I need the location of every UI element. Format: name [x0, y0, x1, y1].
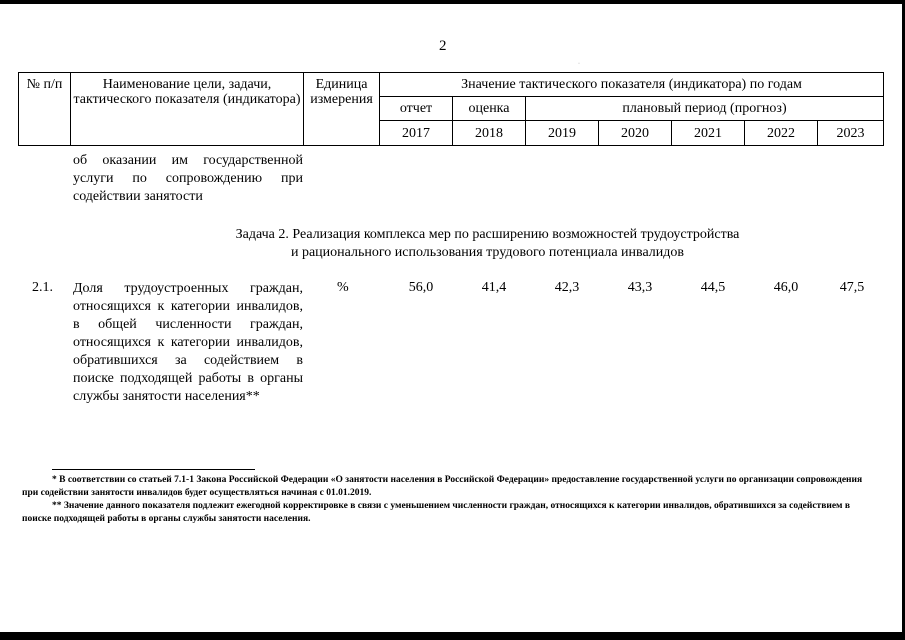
header-plan-cell: плановый период (прогноз) [526, 97, 884, 121]
year-cell: 2018 [453, 121, 526, 146]
scan-speck: · [578, 61, 580, 67]
header-report-cell: отчет [380, 97, 453, 121]
row-value-2020: 43,3 [627, 280, 653, 295]
footnote-1: * В соответствии со статьей 7.1-1 Закона Российской Федерации «О занятости населения в Российской Федерации» предоставление государственной услуги по организации сопровождения при содействии занятости инвалидов будет осуществляться начиная с 01.01.2019. [22, 475, 863, 498]
year-cell: 2017 [380, 121, 453, 146]
scan-border-bottom [0, 632, 905, 640]
footnote-2: ** Значение данного показателя подлежит ежегодной корректировке в связи с уменьшением численности граждан, относящихся к категории инвалидов, обратившихся за содействием в поиске подходящей работы в органы службы занятости населения. [22, 501, 851, 524]
indicator-table-header [18, 72, 884, 146]
row-indicator-name: Доля трудоустроенных граждан, относящихся к категории инвалидов, в общей численности граждан, относящихся к категории инвалидов, обратившихся за содействием в поиске подходящей работы в органы службы занятости населения** [73, 281, 303, 404]
scan-border-top [0, 0, 905, 4]
footnote-separator [52, 469, 255, 470]
header-name-cell: Наименование цели, задачи, тактического показателя (индикатора) [71, 73, 304, 146]
row-value-2017: 56,0 [408, 280, 434, 295]
row-value-2019: 42,3 [554, 280, 580, 295]
year-cell: 2023 [818, 121, 884, 146]
row-value-2021: 44,5 [700, 280, 726, 295]
row-value-2018: 41,4 [481, 280, 507, 295]
year-cell: 2020 [599, 121, 672, 146]
row-number: 2.1. [32, 280, 53, 295]
year-cell: 2022 [745, 121, 818, 146]
task-heading-line2: и рационального использования трудового потенциала инвалидов [290, 245, 685, 260]
header-number-cell: № п/п [19, 73, 71, 146]
row-value-2022: 46,0 [773, 280, 799, 295]
year-cell: 2019 [526, 121, 599, 146]
year-cell: 2021 [672, 121, 745, 146]
task-heading [150, 226, 825, 262]
page-number: 2 [439, 38, 447, 54]
continued-row-text: об оказании им государственной услуги по сопровождению при содействии занятости [73, 153, 303, 204]
row-value-2023: 47,5 [839, 280, 865, 295]
row-unit: % [337, 280, 349, 295]
header-value-group: Значение тактического показателя (индикатора) по годам [380, 73, 884, 97]
header-unit-cell: Единица измерения [304, 73, 380, 146]
header-estimate-cell: оценка [453, 97, 526, 121]
task-heading-line1: Задача 2. Реализация комплекса мер по расширению возможностей трудоустройства [235, 227, 740, 242]
